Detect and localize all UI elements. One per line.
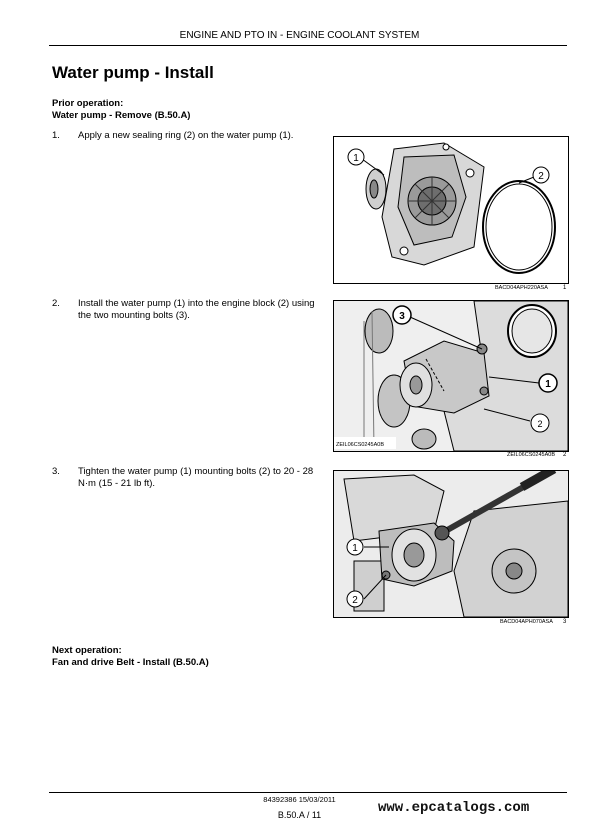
figure-2-inset-label: ZEIL06CS0245A0B bbox=[336, 442, 385, 448]
callout-1: 1 bbox=[353, 153, 359, 164]
watermark[interactable]: www.epcatalogs.com bbox=[378, 800, 530, 816]
next-operation-link[interactable]: Fan and drive Belt - Install (B.50.A) bbox=[52, 657, 209, 668]
figure-1-number: 1 bbox=[563, 285, 567, 291]
footer-rule bbox=[49, 792, 567, 793]
figure-3-caption: BACD04APH070ASA bbox=[500, 619, 553, 625]
step-text: Install the water pump (1) into the engine block (2) using the two mounting bolts (3). bbox=[78, 298, 315, 321]
page-title: Water pump - Install bbox=[52, 63, 214, 82]
prior-operation bbox=[52, 98, 190, 122]
figure-1-water-pump-sealing-ring bbox=[333, 136, 569, 284]
callout-1: 1 bbox=[545, 379, 551, 390]
step-number: 2. bbox=[52, 298, 60, 309]
footer-doc-info: 84392386 15/03/2011 bbox=[263, 795, 336, 804]
next-operation bbox=[52, 645, 209, 669]
figure-2-pump-into-engine-block bbox=[333, 300, 569, 452]
header-rule bbox=[49, 45, 567, 46]
figure-2-caption: ZEIL06CS0245A0B bbox=[507, 452, 556, 458]
callout-2: 2 bbox=[538, 171, 544, 182]
step-number: 3. bbox=[52, 466, 60, 477]
callout-3: 3 bbox=[399, 311, 405, 322]
callout-2: 2 bbox=[352, 595, 358, 606]
prior-operation-link[interactable]: Water pump - Remove (B.50.A) bbox=[52, 110, 191, 121]
step-text: Apply a new sealing ring (2) on the water pump (1). bbox=[78, 130, 294, 141]
figure-3-number: 3 bbox=[563, 619, 567, 625]
figure-1-caption: BACD04APH220ASA bbox=[495, 285, 548, 291]
step-number: 1. bbox=[52, 130, 60, 141]
footer-page-number: B.50.A / 11 bbox=[277, 810, 322, 820]
figure-2-number: 2 bbox=[563, 452, 567, 458]
step-text: Tighten the water pump (1) mounting bolts (2) to 20 - 28 N·m (15 - 21 lb ft). bbox=[78, 466, 314, 489]
next-operation-label: Next operation: bbox=[52, 645, 122, 656]
callout-2: 2 bbox=[537, 419, 543, 429]
figure-3-tighten-mounting-bolts bbox=[333, 470, 569, 618]
prior-operation-label: Prior operation: bbox=[52, 98, 124, 109]
callout-1: 1 bbox=[352, 543, 358, 554]
section-header: ENGINE AND PTO IN - ENGINE COOLANT SYSTEM bbox=[179, 30, 420, 41]
